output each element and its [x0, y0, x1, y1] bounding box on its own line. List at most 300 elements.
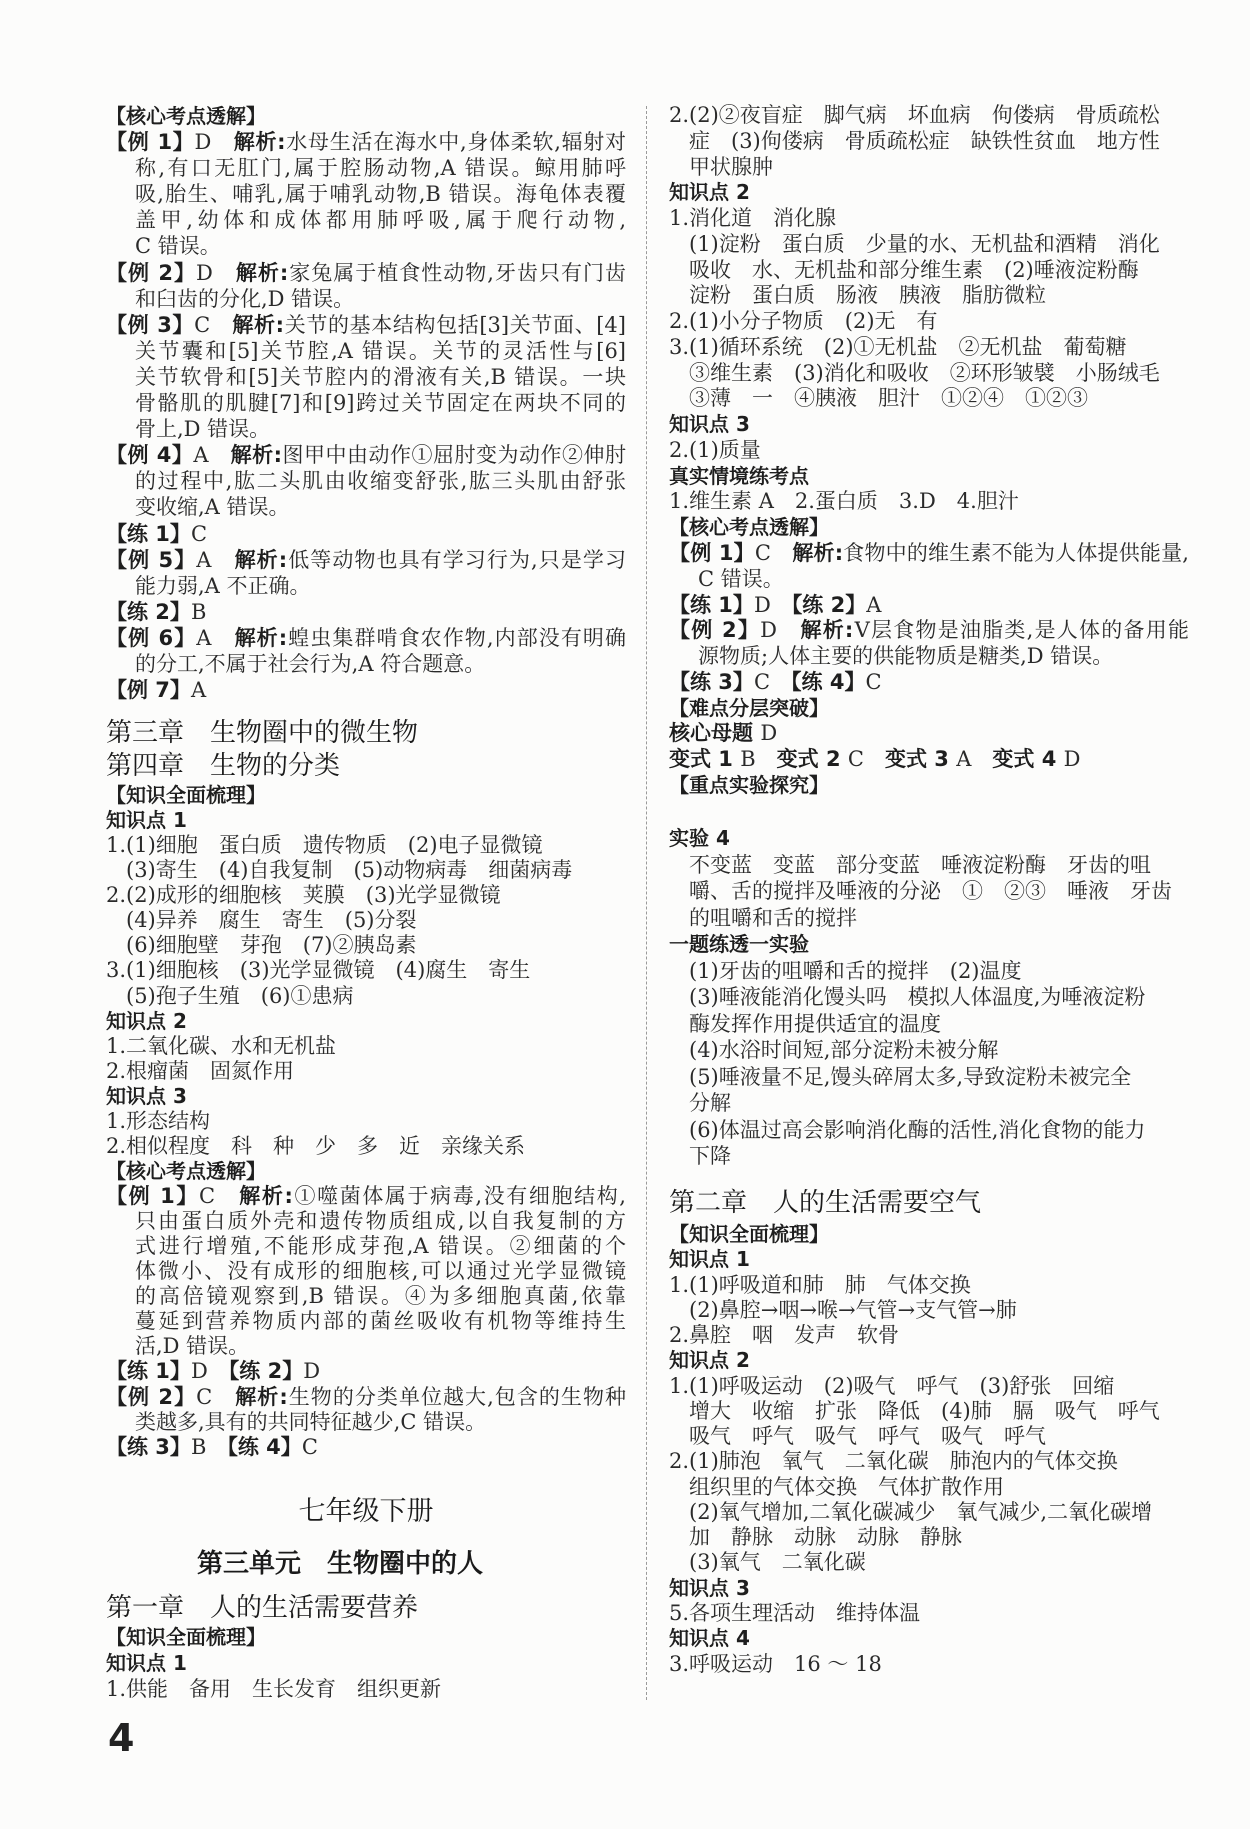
- answer-line: [669, 1525, 1189, 1550]
- answer-line: [669, 1090, 1189, 1117]
- content-block: [669, 1187, 1189, 1220]
- entry-text: D: [303, 1359, 321, 1384]
- entry-label: 【练 4】: [227, 1434, 302, 1459]
- line-text: 【核心考点透解】: [106, 104, 266, 128]
- line-text: 加 静脉 动脉 动脉 静脉: [689, 1525, 962, 1550]
- line-text: 第三章 生物圈中的微生物: [106, 718, 419, 748]
- answer-continuation: [106, 207, 626, 233]
- line-text: 2.(1)质量: [669, 437, 761, 462]
- line-text: 实验 4: [669, 826, 730, 850]
- entry-text: C: [865, 669, 882, 694]
- section-heading: [669, 515, 1189, 541]
- answer-line: [669, 1298, 1189, 1323]
- entry-text: Ⅴ层食物是油脂类,是人体的备用能: [853, 618, 1190, 643]
- answer-entry: [106, 260, 626, 286]
- entry-label: 【练 1】: [106, 1359, 191, 1384]
- line-text: 下降: [689, 1144, 731, 1168]
- entry-text: D: [1063, 747, 1081, 772]
- answer-entry: [106, 1435, 626, 1460]
- answer-continuation: [106, 286, 626, 312]
- answer-line: [669, 1500, 1189, 1525]
- entry-text: C: [194, 312, 233, 337]
- line-text: 3.呼吸运动 16 ～ 18: [669, 1651, 882, 1676]
- answer-line: [669, 1037, 1189, 1064]
- entry-text: C: [847, 747, 885, 772]
- entry-label: 【练 1】: [106, 521, 191, 546]
- answer-line: [669, 1323, 1189, 1348]
- answer-continuation: [106, 416, 626, 442]
- line-text: 1.(1)呼吸道和肺 肺 气体交换: [669, 1272, 971, 1297]
- line-text: 活,D 错误。: [135, 1334, 250, 1359]
- answer-line: [669, 1011, 1189, 1038]
- entry-label: 【例 2】: [106, 1384, 197, 1409]
- line-text: 第三单元 生物圈中的人: [197, 1549, 484, 1579]
- line-text: 【知识全面梳理】: [106, 1625, 266, 1649]
- knowledge-point-heading: [106, 1084, 626, 1109]
- entry-label: 解析:: [800, 618, 854, 643]
- answer-line: [669, 206, 1189, 232]
- entry-label: 解析:: [233, 130, 286, 155]
- line-text: 的过程中,肱二头肌由收缩变舒张,肱三头肌由舒张: [135, 469, 626, 494]
- answer-line: [669, 361, 1189, 387]
- answer-line: [106, 1034, 626, 1059]
- answer-line: [669, 155, 1189, 181]
- line-text: 不变蓝 变蓝 部分变蓝 唾液淀粉酶 牙齿的咀: [689, 852, 1151, 877]
- line-text: 2.根瘤菌 固氮作用: [106, 1058, 295, 1083]
- entry-text: D: [753, 592, 792, 617]
- line-text: (6)体温过高会影响消化酶的活性,消化食物的能力: [689, 1117, 1146, 1142]
- line-text: 分解: [689, 1091, 731, 1115]
- answer-entry: [669, 747, 1189, 773]
- answer-line: [669, 1117, 1189, 1144]
- entry-text: D: [760, 721, 778, 746]
- answer-line: [669, 1601, 1189, 1626]
- line-text: ③维生素 (3)消化和吸收 ②环形皱襞 小肠绒毛: [689, 360, 1160, 385]
- knowledge-point-heading: [669, 1247, 1189, 1272]
- content-block: [669, 825, 1189, 1170]
- entry-text: D: [195, 260, 236, 285]
- line-text: 第一章 人的生活需要营养: [106, 1593, 419, 1623]
- knowledge-point-heading: [669, 1626, 1189, 1651]
- answer-line: [106, 1676, 626, 1702]
- entry-text: 水母生活在海水中,身体柔软,辐射对: [285, 130, 626, 155]
- volume-title: [106, 1494, 626, 1530]
- line-text: 知识点 2: [669, 180, 750, 205]
- entry-label: 解析:: [234, 547, 288, 572]
- line-text: 骨骼肌的肌腱[7]和[9]跨过关节固定在两块不同的: [135, 391, 626, 416]
- page-number: 4: [108, 1716, 135, 1760]
- answer-continuation: [106, 494, 626, 520]
- line-text: 1.供能 备用 生长发育 组织更新: [106, 1677, 442, 1701]
- line-text: 1.(1)细胞 蛋白质 遗传物质 (2)电子显微镜: [106, 833, 543, 858]
- entry-text: C: [753, 669, 792, 694]
- line-text: 症 (3)佝偻病 骨质疏松症 缺铁性贫血 地方性: [689, 128, 1160, 153]
- entry-text: D: [194, 130, 234, 155]
- line-text: 增大 收缩 扩张 降低 (4)肺 膈 吸气 呼气: [689, 1398, 1160, 1423]
- section-heading: [669, 696, 1189, 722]
- entry-text: A: [866, 592, 882, 617]
- answer-line: [669, 232, 1189, 258]
- line-text: (5)唾液量不足,馒头碎屑太多,导致淀粉未被完全: [689, 1064, 1132, 1089]
- line-text: C 错误。: [135, 234, 221, 259]
- entry-label: 变式 1: [669, 747, 741, 772]
- entry-text: A: [196, 547, 235, 572]
- entry-text: B: [190, 599, 207, 624]
- content-block: [669, 103, 1189, 799]
- line-text: 源物质;人体主要的供能物质是糖类,D 错误。: [698, 644, 1114, 669]
- line-text: 知识点 2: [106, 1008, 187, 1033]
- answer-continuation: [106, 573, 626, 599]
- answer-entry: [106, 599, 626, 625]
- entry-text: A: [193, 443, 231, 468]
- line-text: 关节软骨和[5]关节腔内的滑液有关,B 错误。一块: [135, 364, 626, 389]
- answer-line: [106, 908, 626, 933]
- knowledge-point-heading: [669, 412, 1189, 438]
- entry-text: A: [190, 678, 207, 703]
- knowledge-point-heading: [669, 1576, 1189, 1601]
- answer-continuation: [106, 1309, 626, 1334]
- answer-entry: [669, 618, 1189, 644]
- answer-entry: [669, 593, 1189, 619]
- answer-entry: [669, 721, 1189, 747]
- answer-line: [106, 883, 626, 908]
- answer-line: [669, 984, 1189, 1011]
- entry-label: 解析:: [230, 443, 282, 468]
- content-block: [106, 717, 626, 783]
- answer-entry: [669, 541, 1189, 567]
- line-text: 2.(2)成形的细胞核 荚膜 (3)光学显微镜: [106, 883, 501, 908]
- line-text: 称,有口无肛门,属于腔肠动物,A 错误。鲸用肺呼: [135, 156, 626, 181]
- entry-label: 【例 4】: [106, 443, 194, 468]
- entry-label: 【练 3】: [106, 1434, 191, 1459]
- line-text: 2.(1)肺泡 氧气 二氧化碳 肺泡内的气体交换: [669, 1449, 1118, 1474]
- line-text: 2.(1)小分子物质 (2)无 有: [669, 309, 938, 334]
- answer-continuation: [106, 651, 626, 677]
- answer-line: [106, 833, 626, 858]
- answer-line: [669, 852, 1189, 879]
- line-text: 3.(1)循环系统 (2)①无机盐 ②无机盐 葡萄糖: [669, 334, 1127, 359]
- entry-text: B: [190, 1434, 228, 1459]
- answer-continuation: [106, 390, 626, 416]
- answer-line: [106, 933, 626, 958]
- answer-line: [106, 1134, 626, 1159]
- line-text: 2.(2)②夜盲症 脚气病 坏血病 佝偻病 骨质疏松: [669, 103, 1160, 127]
- left-column: [106, 0, 626, 1829]
- entry-label: 【练 1】: [669, 592, 754, 617]
- answer-entry: [106, 547, 626, 573]
- answer-line: [669, 1550, 1189, 1575]
- entry-text: 低等动物也具有学习行为,只是学习: [287, 547, 626, 572]
- line-text: 的分工,不属于社会行为,A 符合题意。: [135, 651, 486, 676]
- entry-label: 【例 1】: [106, 1184, 199, 1208]
- entry-text: C: [754, 541, 793, 566]
- line-text: 1.维生素 A 2.蛋白质 3.D 4.胆汁: [669, 489, 1019, 514]
- entry-text: D: [190, 1359, 229, 1384]
- line-text: 1.二氧化碳、水和无机盐: [106, 1033, 337, 1058]
- entry-label: 【练 2】: [791, 592, 867, 617]
- answer-continuation: [106, 1284, 626, 1309]
- answer-line: [669, 878, 1189, 905]
- answer-line: [669, 1424, 1189, 1449]
- answer-line: [669, 1143, 1189, 1170]
- entry-text: C: [196, 1384, 236, 1409]
- line-text: 知识点 1: [669, 1247, 750, 1272]
- line-text: 1.形态结构: [106, 1108, 211, 1133]
- answer-continuation: [106, 1234, 626, 1259]
- entry-text: C: [301, 1434, 318, 1459]
- entry-label: 解析:: [234, 625, 288, 650]
- answer-line: [669, 438, 1189, 464]
- line-text: (6)细胞壁 芽孢 (7)②胰岛素: [126, 933, 417, 958]
- content-block: [106, 103, 626, 703]
- answer-line: [669, 283, 1189, 309]
- line-text: 组织里的气体交换 气体扩散作用: [689, 1474, 1004, 1499]
- content-block: [106, 1624, 626, 1702]
- line-text: 酶发挥作用提供适宜的温度: [689, 1011, 941, 1036]
- entry-label: 解析:: [792, 541, 844, 566]
- answer-line: [669, 958, 1189, 985]
- answer-entry: [106, 1359, 626, 1384]
- answer-line: [669, 905, 1189, 932]
- line-text: 3.(1)细胞核 (3)光学显微镜 (4)腐生 寄生: [106, 958, 531, 983]
- line-text: 知识点 3: [669, 1575, 750, 1600]
- knowledge-point-heading: [669, 464, 1189, 490]
- entry-label: 【例 2】: [106, 260, 196, 285]
- line-text: 盖甲,幼体和成体都用肺呼吸,属于爬行动物,: [135, 208, 626, 233]
- knowledge-point-heading: [669, 825, 1189, 852]
- answer-line: [669, 1652, 1189, 1677]
- section-heading: [106, 1624, 626, 1650]
- answer-line: [669, 258, 1189, 284]
- entry-text: 家兔属于植食性动物,牙齿只有门齿: [288, 260, 626, 285]
- content-block: [106, 783, 626, 1460]
- knowledge-point-heading: [669, 931, 1189, 958]
- answer-continuation: [106, 338, 626, 364]
- answer-line: [669, 489, 1189, 515]
- line-text: 【难点分层突破】: [669, 695, 829, 720]
- entry-label: 【例 2】: [669, 618, 761, 643]
- entry-label: 【例 1】: [106, 130, 195, 155]
- answer-line: [669, 386, 1189, 412]
- entry-text: A: [956, 747, 993, 772]
- line-text: 体微小、没有成形的细胞核,可以通过光学显微镜: [135, 1259, 626, 1284]
- answer-continuation: [106, 233, 626, 259]
- line-text: 蔓延到营养物质内部的菌丝吸收有机物等维持生: [135, 1309, 626, 1334]
- answer-continuation: [106, 181, 626, 207]
- line-text: (4)异养 腐生 寄生 (5)分裂: [126, 908, 417, 933]
- line-text: 【知识全面梳理】: [669, 1222, 829, 1246]
- entry-text: 关节的基本结构包括[3]关节面、[4]: [284, 312, 626, 337]
- chapter-title: [669, 1187, 1189, 1220]
- line-text: (1)淀粉 蛋白质 少量的水、无机盐和酒精 消化: [689, 231, 1160, 256]
- section-heading: [106, 1159, 626, 1184]
- answer-line: [669, 103, 1189, 129]
- entry-label: 解析:: [235, 260, 289, 285]
- line-text: 知识点 1: [106, 1651, 187, 1675]
- section-heading: [669, 773, 1189, 799]
- line-text: 能力弱,A 不正确。: [135, 573, 311, 598]
- answer-continuation: [669, 644, 1189, 670]
- line-text: 类越多,具有的共同特征越少,C 错误。: [135, 1409, 487, 1434]
- chapter-title: [106, 717, 626, 750]
- entry-text: 生物的分类单位越大,包含的生物种: [287, 1384, 626, 1409]
- line-text: 知识点 1: [106, 808, 187, 833]
- line-text: C 错误。: [698, 566, 784, 591]
- line-text: 淀粉 蛋白质 肠液 胰液 脂肪微粒: [689, 283, 1046, 308]
- line-text: 1.消化道 消化腺: [669, 206, 837, 231]
- answer-continuation: [106, 155, 626, 181]
- knowledge-point-heading: [106, 1650, 626, 1676]
- line-text: (5)孢子生殖 (6)①患病: [126, 983, 354, 1008]
- line-text: 【核心考点透解】: [669, 515, 829, 540]
- line-text: 七年级下册: [298, 1496, 434, 1527]
- line-text: 1.(1)呼吸运动 (2)吸气 呼气 (3)舒张 回缩: [669, 1373, 1115, 1398]
- answer-line: [669, 1399, 1189, 1424]
- entry-text: B: [740, 747, 777, 772]
- entry-label: 【练 4】: [791, 669, 866, 694]
- line-text: 2.相似程度 科 种 少 多 近 亲缘关系: [106, 1133, 526, 1158]
- answer-entry: [106, 312, 626, 338]
- line-text: 一题练透一实验: [669, 932, 809, 956]
- answer-line: [106, 958, 626, 983]
- answer-entry: [106, 677, 626, 703]
- line-text: 吸收 水、无机盐和部分维生素 (2)唾液淀粉酶: [689, 257, 1139, 282]
- content-block: [669, 1222, 1189, 1677]
- section-heading: [106, 783, 626, 808]
- knowledge-point-heading: [106, 808, 626, 833]
- answer-entry: [106, 442, 626, 468]
- column-divider: [646, 106, 647, 1700]
- line-text: (4)水浴时间短,部分淀粉未被分解: [689, 1038, 999, 1062]
- entry-label: 解析:: [239, 1184, 293, 1208]
- answer-line: [106, 1109, 626, 1134]
- line-text: 知识点 2: [669, 1348, 750, 1373]
- answer-entry: [106, 521, 626, 547]
- entry-label: 变式 3: [884, 747, 957, 772]
- answer-continuation: [106, 468, 626, 494]
- line-text: 2.鼻腔 咽 发声 软骨: [669, 1323, 900, 1348]
- chapter-title: [106, 750, 626, 783]
- answer-entry: [106, 129, 626, 155]
- line-text: 真实情境练考点: [669, 463, 809, 488]
- line-text: 变收缩,A 错误。: [135, 495, 290, 520]
- answer-line: [669, 1475, 1189, 1500]
- answer-line: [669, 309, 1189, 335]
- unit-title: [106, 1546, 626, 1582]
- line-text: 吸,胎生、哺乳,属于哺乳动物,B 错误。海龟体表覆: [135, 182, 626, 207]
- entry-text: D: [760, 618, 801, 643]
- entry-label: 【练 3】: [669, 669, 754, 694]
- entry-text: 图甲中由动作①屈肘变为动作②伸肘: [282, 443, 626, 468]
- line-text: 知识点 3: [106, 1083, 187, 1108]
- answer-continuation: [106, 364, 626, 390]
- line-text: 式进行增殖,不能形成芽孢,A 错误。②细菌的个: [135, 1234, 626, 1259]
- section-heading: [669, 1222, 1189, 1247]
- line-text: 知识点 4: [669, 1626, 750, 1651]
- line-text: 的高倍镜观察到,B 错误。④为多细胞真菌,依靠: [135, 1284, 626, 1309]
- right-column: [669, 0, 1189, 1829]
- entry-text: ①噬菌体属于病毒,没有细胞结构,: [292, 1184, 626, 1208]
- content-block: [106, 1546, 626, 1582]
- answer-line: [106, 1059, 626, 1084]
- answer-entry: [669, 670, 1189, 696]
- line-text: 吸气 呼气 吸气 呼气 吸气 呼气: [689, 1424, 1046, 1449]
- entry-text: C: [190, 521, 208, 546]
- knowledge-point-heading: [106, 1009, 626, 1034]
- line-text: 只由蛋白质外壳和遗传物质组成,以自我复制的方: [135, 1209, 626, 1234]
- chapter-title: [106, 1592, 626, 1625]
- entry-label: 核心母题: [669, 721, 761, 746]
- entry-text: 蝗虫集群啃食农作物,内部没有明确: [287, 625, 626, 650]
- answer-line: [669, 1449, 1189, 1474]
- line-text: (1)牙齿的咀嚼和舌的搅拌 (2)温度: [689, 958, 1022, 983]
- entry-label: 变式 2: [776, 747, 848, 772]
- entry-label: 解析:: [235, 1384, 288, 1409]
- knowledge-point-heading: [669, 180, 1189, 206]
- answer-line: [669, 1273, 1189, 1298]
- entry-label: 变式 4: [992, 747, 1064, 772]
- line-text: 甲状腺肿: [689, 154, 773, 179]
- line-text: 骨上,D 错误。: [135, 417, 271, 442]
- entry-text: C: [198, 1184, 240, 1208]
- line-text: 的咀嚼和舌的搅拌: [689, 905, 857, 930]
- answer-continuation: [106, 1334, 626, 1359]
- answer-line: [106, 984, 626, 1009]
- line-text: 嚼、舌的搅拌及唾液的分泌 ① ②③ 唾液 牙齿: [689, 879, 1172, 903]
- line-text: (2)氧气增加,二氧化碳减少 氧气减少,二氧化碳增: [689, 1499, 1153, 1524]
- line-text: (3)寄生 (4)自我复制 (5)动物病毒 细菌病毒: [126, 858, 573, 883]
- entry-label: 【例 7】: [106, 678, 191, 703]
- entry-text: 食物中的维生素不能为人体提供能量,: [843, 541, 1189, 566]
- line-text: 【核心考点透解】: [106, 1158, 266, 1183]
- entry-label: 【例 5】: [106, 547, 197, 572]
- answer-continuation: [106, 1209, 626, 1234]
- line-text: 第四章 生物的分类: [106, 751, 341, 781]
- line-text: 【知识全面梳理】: [106, 783, 266, 807]
- entry-label: 【例 1】: [669, 541, 755, 566]
- answer-line: [669, 1374, 1189, 1399]
- answer-line: [669, 335, 1189, 361]
- section-heading: [106, 103, 626, 129]
- line-text: (3)唾液能消化馒头吗 模拟人体温度,为唾液淀粉: [689, 985, 1146, 1009]
- answer-line: [669, 1064, 1189, 1091]
- answer-line: [669, 129, 1189, 155]
- entry-label: 解析:: [232, 312, 285, 337]
- content-block: [106, 1494, 626, 1530]
- answer-continuation: [106, 1410, 626, 1435]
- line-text: 和臼齿的分化,D 错误。: [135, 286, 355, 311]
- line-text: (3)氧气 二氧化碳: [689, 1550, 866, 1575]
- answer-entry: [106, 625, 626, 651]
- line-text: 5.各项生理活动 维持体温: [669, 1600, 921, 1625]
- knowledge-point-heading: [669, 1348, 1189, 1373]
- entry-label: 【练 2】: [228, 1359, 304, 1384]
- line-text: ③薄 一 ④胰液 胆汁 ①②④ ①②③: [689, 386, 1088, 411]
- answer-entry: [106, 1385, 626, 1410]
- answer-continuation: [106, 1259, 626, 1284]
- line-text: 知识点 3: [669, 412, 750, 437]
- content-block: [106, 1592, 626, 1625]
- line-text: 第二章 人的生活需要空气: [669, 1188, 982, 1218]
- answer-line: [106, 858, 626, 883]
- entry-label: 【例 6】: [106, 625, 197, 650]
- entry-label: 【例 3】: [106, 312, 195, 337]
- answer-continuation: [669, 567, 1189, 593]
- entry-text: A: [196, 625, 235, 650]
- entry-label: 【练 2】: [106, 599, 191, 624]
- answer-entry: [106, 1184, 626, 1209]
- line-text: 关节囊和[5]关节腔,A 错误。关节的灵活性与[6]: [135, 338, 626, 363]
